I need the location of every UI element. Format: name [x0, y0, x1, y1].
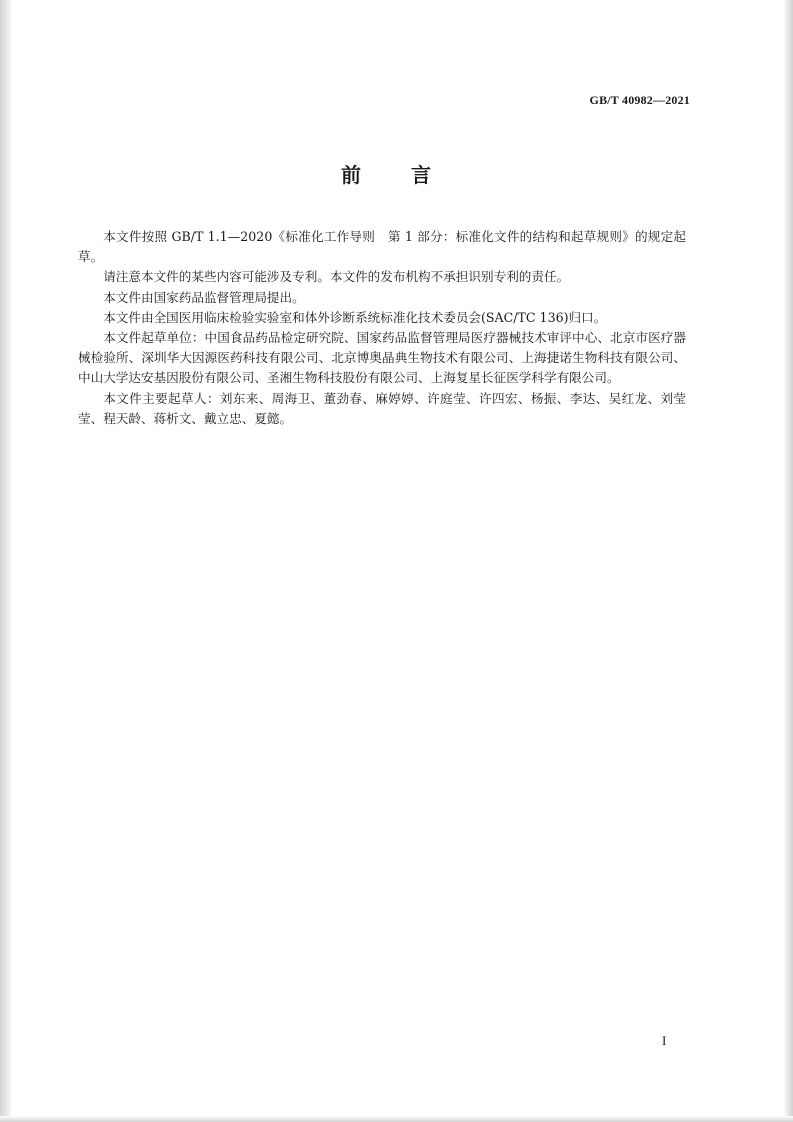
page-title-char-2: 言: [411, 163, 431, 187]
paragraph-proposed-by: 本文件由国家药品监督管理局提出。: [103, 289, 305, 305]
paragraph-drafting-organizations: 本文件起草单位：中国食品药品检定研究院、国家药品监督管理局医疗器械技术审评中心、北京市医疗器械检验所、深圳华大因源医药科技有限公司、北京博奥晶典生物技术有限公司、上海捷诺生物科技有限公司、中山大学达安基因股份有限公司、圣湘生物科技股份有限公司、上海复星长征医学科学有限公司。: [78, 330, 686, 386]
scan-edge-right: [783, 0, 793, 1122]
page-title-char-1: 前: [341, 163, 361, 187]
scan-edge-bottom: [0, 1116, 793, 1122]
paragraph-drafting-rules: 本文件按照 GB/T 1.1—2020《标准化工作导则 第 1 部分：标准化文件的结构和起草规则》的规定起草。: [78, 229, 686, 265]
paragraph-main-drafters: 本文件主要起草人：刘东来、周海卫、董劲春、麻婷婷、许庭莹、许四宏、杨振、李达、吴红龙、刘莹莹、程天龄、蒋析文、戴立忠、夏懿。: [78, 390, 686, 426]
paragraph-under-jurisdiction: 本文件由全国医用临床检验实验室和体外诊断系统标准化技术委员会(SAC/TC 136)归口。: [103, 309, 607, 325]
page-number: I: [662, 1033, 667, 1048]
standard-code: GB/T 40982—2021: [589, 93, 690, 107]
foreword-body: [78, 227, 686, 429]
page-title: [341, 163, 431, 187]
paragraph-patent-notice: 请注意本文件的某些内容可能涉及专利。本文件的发布机构不承担识别专利的责任。: [103, 269, 570, 285]
scan-edge-left: [0, 0, 12, 1122]
